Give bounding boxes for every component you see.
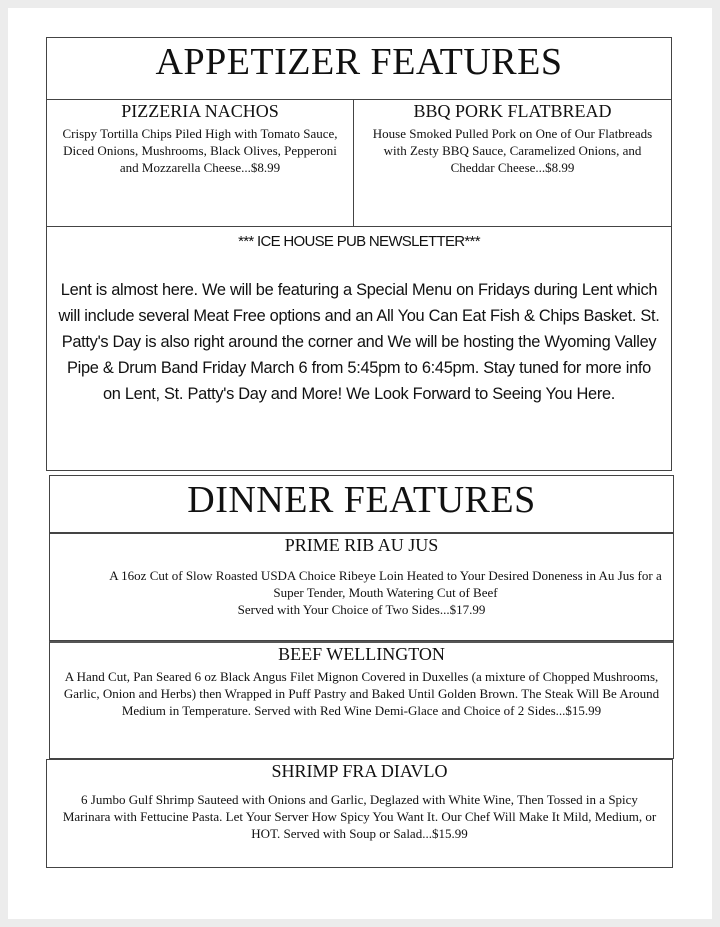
dinner-header-box xyxy=(49,475,674,533)
newsletter-title: *** ICE HOUSE PUB NEWSLETTER*** xyxy=(238,233,480,250)
appetizer-item-title: PIZZERIA NACHOS xyxy=(121,101,279,121)
dinner-item-description: A 16oz Cut of Slow Roasted USDA Choice Ribeye Loin Heated to Your Desired Doneness in Au Jus for a Super Tender, Mouth Watering Cut of Beef xyxy=(109,567,662,600)
appetizer-item-description: House Smoked Pulled Pork on One of Our Flatbreads with Zesty BBQ Sauce, Caramelized Onions, and Cheddar Cheese...$8.99 xyxy=(372,125,653,175)
appetizer-section-title: APPETIZER FEATURES xyxy=(155,41,563,83)
appetizer-item-pizzeria-nachos xyxy=(46,99,354,227)
dinner-item-shrimp-fra-diavlo xyxy=(46,759,673,868)
appetizer-item-description: Crispy Tortilla Chips Piled High with Tomato Sauce, Diced Onions, Mushrooms, Black Olives, Pepperoni and Mozzarella Cheese...$8.99 xyxy=(62,125,338,175)
dinner-item-beef-wellington xyxy=(49,641,674,759)
dinner-item-title: SHRIMP FRA DIAVLO xyxy=(271,761,448,781)
appetizer-item-bbq-pork-flatbread xyxy=(353,99,672,227)
newsletter-box xyxy=(46,226,672,471)
menu-page xyxy=(8,8,712,919)
dinner-item-description: A Hand Cut, Pan Seared 6 oz Black Angus Filet Mignon Covered in Duxelles (a mixture of Chopped Mushrooms, Garlic, Onion and Herbs) then Wrapped in Puff Pastry and Baked Until Golden Brown. The Steak Will Be Around Medium in Temperature. Served with Red Wine Demi-Glace and Choice of 2 Sides...$15.99 xyxy=(63,668,660,718)
dinner-item-title: BEEF WELLINGTON xyxy=(278,644,445,664)
dinner-item-title: PRIME RIB AU JUS xyxy=(284,535,439,555)
dinner-section-title: DINNER FEATURES xyxy=(187,479,536,521)
appetizer-header-box xyxy=(46,37,672,100)
dinner-item-description: 6 Jumbo Gulf Shrimp Sauteed with Onions and Garlic, Deglazed with White Wine, Then Tossed in a Spicy Marinara with Fettucine Pasta. Let Your Server How Spicy You Want It. Our Chef Will Make It Mild, Medium, or HOT. Served with Soup or Salad...$15.99 xyxy=(62,791,657,841)
dinner-item-prime-rib xyxy=(49,533,674,641)
appetizer-item-title: BBQ PORK FLATBREAD xyxy=(413,101,612,121)
dinner-item-description: Served with Your Choice of Two Sides...$17.99 xyxy=(237,601,486,617)
newsletter-body: Lent is almost here. We will be featuring a Special Menu on Fridays during Lent which will include several Meat Free options and an All You Can Eat Fish & Chips Basket. St. Patty's Day is also right around the corner and We will be hosting the Wyoming Valley Pipe & Drum Band Friday March 6 from 5:45pm to 6:45pm. Stay tuned for more info on Lent, St. Patty's Day and More! We Look Forward to Seeing You Here. xyxy=(58,281,660,403)
